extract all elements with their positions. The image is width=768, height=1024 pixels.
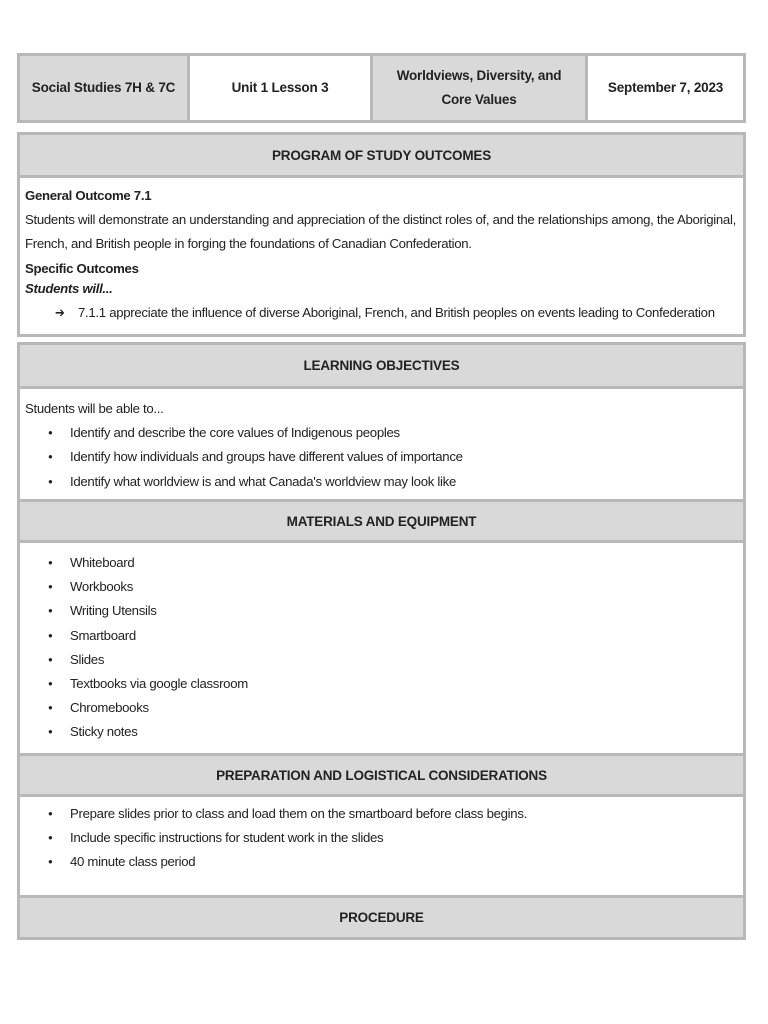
specific-outcome-item [25, 301, 738, 325]
header-row [17, 53, 746, 123]
topic-cell: Worldviews, Diversity, and Core Values [373, 56, 588, 120]
list-item: ● Sticky notes [25, 720, 738, 744]
list-item: ● Chromebooks [25, 696, 738, 720]
list-item: ● Include specific instructions for student work in the slides [25, 826, 738, 850]
section-title-materials: MATERIALS AND EQUIPMENT [20, 499, 743, 540]
learning-objectives-section [17, 342, 746, 940]
list-item: ● Textbooks via google classroom [25, 672, 738, 696]
list-item: ● 40 minute class period [25, 850, 738, 874]
lesson-cell: Unit 1 Lesson 3 [190, 56, 373, 120]
arrow-right-icon: ➔ [55, 304, 65, 320]
lesson-plan [17, 53, 746, 940]
course-cell: Social Studies 7H & 7C [20, 56, 190, 120]
list-item: ● Slides [25, 648, 738, 672]
specific-outcome-text: 7.1.1 appreciate the influence of diverse Aboriginal, French, and British peoples on events leading to Confederation [78, 304, 715, 320]
materials-list [25, 551, 738, 745]
objectives-intro: Students will be able to... [25, 401, 164, 416]
general-outcome-text: Students will demonstrate an understanding and appreciation of the distinct roles of, and the relationships among, the Aboriginal, French, and British people in forging the foundations of Canadian Confederation. [25, 212, 736, 252]
program-outcomes-body [20, 175, 743, 334]
general-outcome-heading: General Outcome 7.1 [25, 188, 152, 203]
list-item: ● Identify how individuals and groups have different values of importance [25, 445, 738, 469]
list-item: ● Identify and describe the core values of Indigenous peoples [25, 421, 738, 445]
materials-body [20, 540, 743, 753]
specific-outcomes-heading: Specific Outcomes [25, 260, 139, 276]
list-item: ● Whiteboard [25, 551, 738, 575]
section-title-learning-objectives: LEARNING OBJECTIVES [20, 345, 743, 386]
list-item: ● Smartboard [25, 624, 738, 648]
program-outcomes-section [17, 132, 746, 337]
date-cell: September 7, 2023 [588, 56, 743, 120]
section-title-program-outcomes: PROGRAM OF STUDY OUTCOMES [20, 135, 743, 175]
students-will-label: Students will... [25, 280, 113, 296]
section-title-preparation: PREPARATION AND LOGISTICAL CONSIDERATIONS [20, 753, 743, 794]
list-item: ● Identify what worldview is and what Canada's worldview may look like [25, 470, 738, 494]
list-item: ● Workbooks [25, 575, 738, 599]
list-item: ● Prepare slides prior to class and load them on the smartboard before class begins. [25, 802, 738, 826]
objectives-list [25, 421, 738, 494]
list-item: ● Writing Utensils [25, 599, 738, 623]
preparation-list [25, 802, 738, 875]
section-title-procedure: PROCEDURE [20, 895, 743, 937]
preparation-body [20, 794, 743, 895]
learning-objectives-body [20, 386, 743, 499]
